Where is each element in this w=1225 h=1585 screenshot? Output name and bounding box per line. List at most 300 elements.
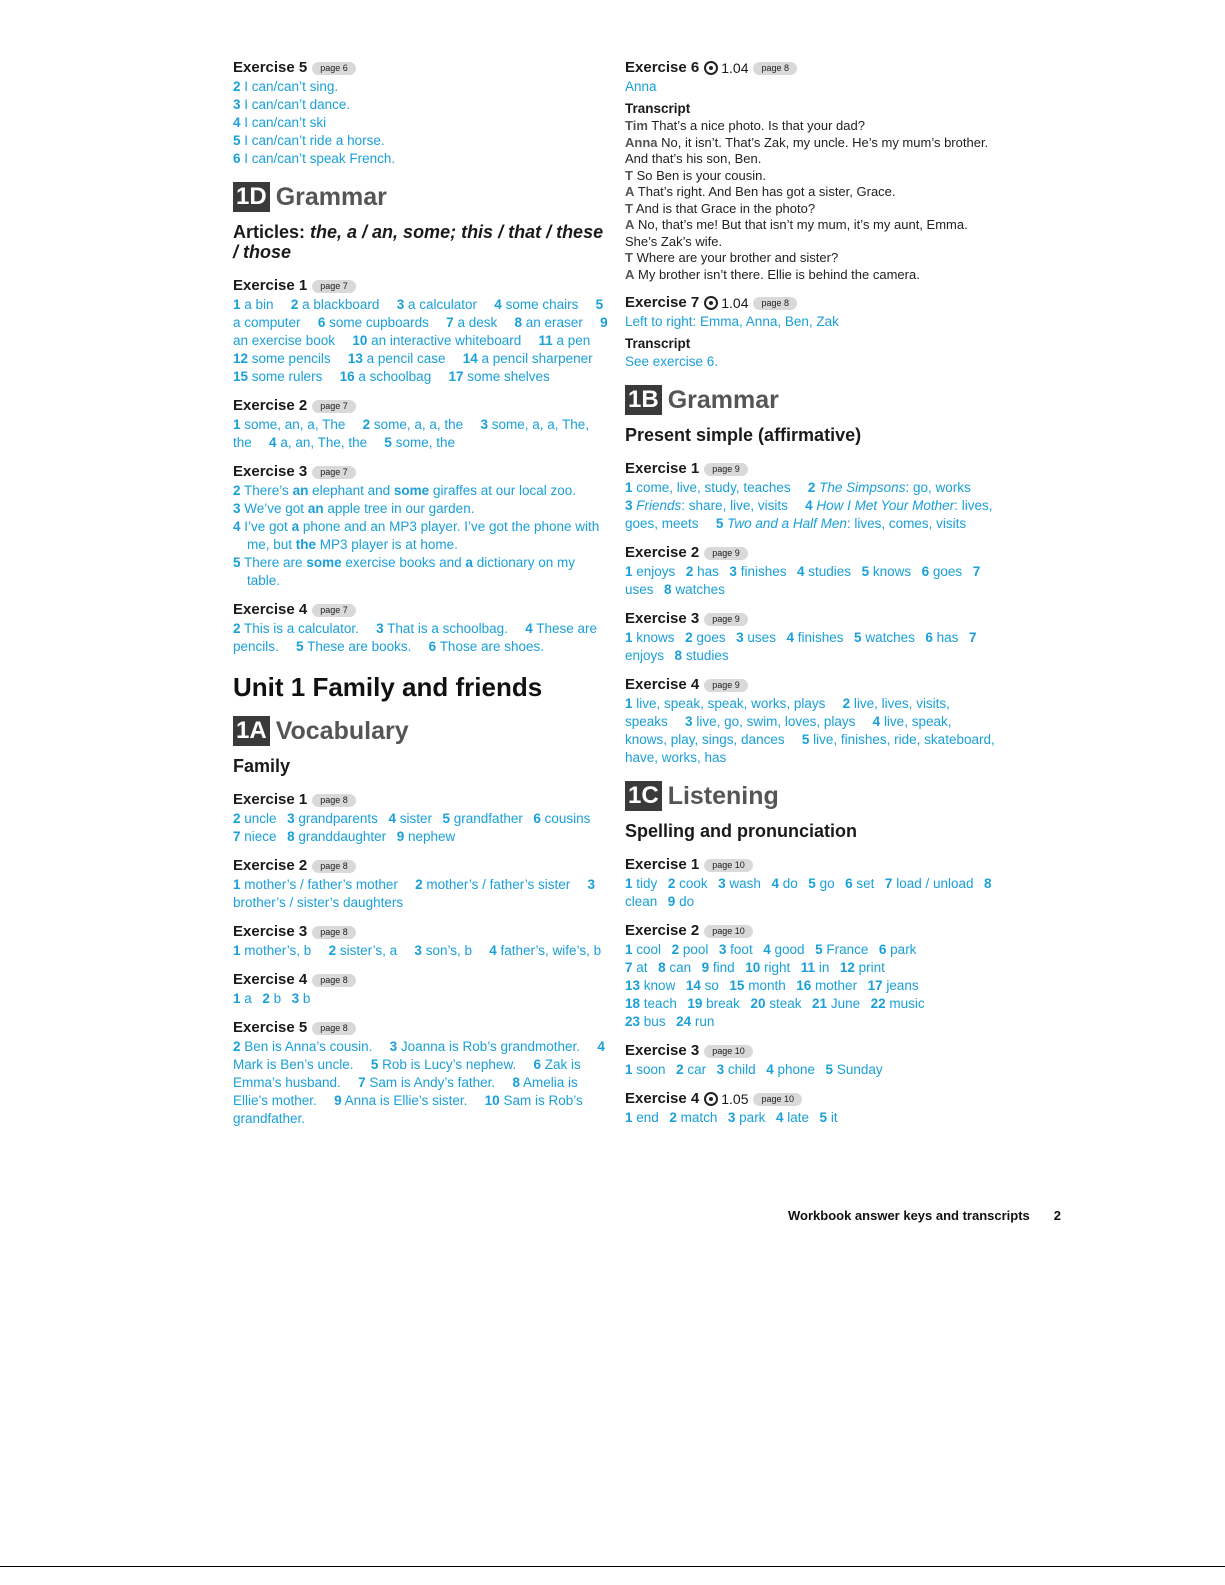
transcript-line <box>625 184 995 201</box>
answer-number: 3 <box>718 942 727 957</box>
answer-paragraph <box>233 810 608 846</box>
answer-text: park <box>739 1110 766 1125</box>
answer-text: some, a, a, the <box>373 417 464 432</box>
answer-line <box>233 482 608 500</box>
exercise-title: Exercise 2 <box>625 922 700 939</box>
page-reference-badge: page 6 <box>312 62 356 75</box>
answer-number: 3 <box>233 97 241 112</box>
answer-number: 3 <box>233 501 241 516</box>
answer-number: 3 <box>376 621 384 636</box>
answer-number: 13 <box>347 351 363 366</box>
audio-cd-icon <box>704 61 718 75</box>
exercise-heading <box>625 543 995 563</box>
answer-number: 4 <box>872 714 881 729</box>
answer-block <box>625 941 995 1031</box>
right-column <box>625 58 995 1137</box>
answer-text: some shelves <box>467 369 550 384</box>
answer-number: 9 <box>334 1093 342 1108</box>
articles-heading <box>233 222 608 262</box>
answer-number: 4 <box>775 1110 784 1125</box>
answer-number: 2 <box>842 696 851 711</box>
answer-number: 8 <box>514 315 523 330</box>
answer-text: steak <box>769 996 802 1011</box>
audio-cd-icon <box>704 296 718 310</box>
exercise <box>233 58 608 168</box>
answer-paragraph <box>233 1038 608 1128</box>
transcript-line <box>625 168 995 185</box>
answer-number: 1 <box>233 297 241 312</box>
answer-text: set <box>856 876 875 891</box>
answer-block <box>625 479 995 533</box>
answer-text: goes <box>932 564 963 579</box>
audio-track <box>704 293 748 313</box>
answer-text: some rulers <box>251 369 323 384</box>
answer-text: know <box>643 978 676 993</box>
answer-paragraph <box>233 620 608 656</box>
answer-text: knows <box>636 630 675 645</box>
exercise-title: Exercise 5 <box>233 1019 308 1036</box>
page-reference-badge: page 8 <box>312 860 356 873</box>
answer-text: right <box>764 960 791 975</box>
answer-block <box>233 876 608 912</box>
transcript-line <box>625 201 995 218</box>
answer-number: 10 <box>484 1093 500 1108</box>
exercise <box>625 1089 995 1127</box>
answer-article: an <box>307 501 324 516</box>
answer-text: a computer <box>233 315 301 330</box>
answer-text: I’ve got <box>244 519 292 534</box>
answer-text: b <box>302 991 311 1006</box>
answer-text: studies <box>808 564 852 579</box>
answer-text: I can/can’t ski <box>244 115 327 130</box>
answer-text: enjoys <box>625 648 665 663</box>
answer-paragraph <box>625 875 995 911</box>
exercise-heading <box>625 1041 995 1061</box>
exercise-heading <box>625 855 995 875</box>
answer-number: 12 <box>839 960 855 975</box>
page-reference-badge: page 10 <box>704 859 753 872</box>
answer-number: 6 <box>878 942 887 957</box>
exercise-title: Exercise 5 <box>233 59 308 76</box>
answer-article: some <box>393 483 430 498</box>
answer-text: I can/can’t sing. <box>244 79 339 94</box>
answer-text: uses <box>747 630 776 645</box>
exercise <box>625 58 995 283</box>
answer-number: 4 <box>525 621 533 636</box>
answer-number: 7 <box>968 630 977 645</box>
answer-block <box>625 313 995 331</box>
speech: No, that’s me! But that isn’t my mum, it’s my aunt, Emma. She’s Zak’s wife. <box>625 217 968 249</box>
answer-block <box>233 990 608 1008</box>
answer-text: an eraser <box>525 315 583 330</box>
answer-text: MP3 player is at home. <box>316 537 458 552</box>
answer-number: 1 <box>625 1062 633 1077</box>
answer-number: 9 <box>701 960 710 975</box>
answer-text: niece <box>244 829 277 844</box>
page-reference-badge: page 9 <box>704 547 748 560</box>
exercise <box>233 790 608 846</box>
exercise-title: Exercise 6 <box>625 59 700 76</box>
speech: That’s a nice photo. Is that your dad? <box>651 118 865 133</box>
answer-text: exercise books and <box>341 555 466 570</box>
answer-line <box>233 132 608 150</box>
answer-paragraph <box>233 416 608 452</box>
speaker: A <box>625 184 635 199</box>
answer-block <box>233 1038 608 1128</box>
exercise <box>625 921 995 1031</box>
answer-paragraph <box>625 1061 995 1079</box>
exercise-title: Exercise 1 <box>233 791 308 808</box>
answer-number: 4 <box>771 876 779 891</box>
left-column <box>233 58 608 1138</box>
answer-text: pool <box>682 942 709 957</box>
answer-block <box>233 78 608 168</box>
section-number-badge: 1C <box>625 781 662 811</box>
answer-number: 2 <box>233 79 241 94</box>
answer-text: park <box>890 942 917 957</box>
tv-show-title: Friends <box>636 498 682 513</box>
answer-number: 3 <box>414 943 422 958</box>
answer-text: Joanna is Rob’s grandmother. <box>400 1039 581 1054</box>
answer-text: child <box>727 1062 756 1077</box>
answer-text: grandparents <box>298 811 378 826</box>
answer-text: finishes <box>740 564 787 579</box>
answer-number: 2 <box>415 877 423 892</box>
answer-number: 17 <box>867 978 883 993</box>
answer-text: June <box>830 996 861 1011</box>
answer-text: enjoys <box>636 564 676 579</box>
answer-text: father’s, wife’s, b <box>500 943 602 958</box>
answer-number: 3 <box>291 991 300 1006</box>
answer-text: bus <box>643 1014 666 1029</box>
answer-text: Anna <box>625 79 657 94</box>
answer-text: : lives, comes, visits <box>846 516 967 531</box>
answer-block <box>233 620 608 656</box>
answer-paragraph <box>233 876 608 912</box>
page-reference-badge: page 8 <box>753 62 797 75</box>
exercise <box>625 293 995 371</box>
answer-number: 6 <box>533 811 541 826</box>
answer-text: phone and an MP3 player. I’ve got the phone with me, but <box>247 519 600 552</box>
answer-number: 5 <box>825 1062 834 1077</box>
answer-text: foot <box>730 942 753 957</box>
page-reference-badge: page 7 <box>312 466 356 479</box>
answer-line <box>233 114 608 132</box>
family-heading: Family <box>233 756 291 776</box>
exercise <box>625 543 995 599</box>
answer-text: some cupboards <box>329 315 429 330</box>
answer-text: mother’s / father’s sister <box>426 877 571 892</box>
answer-number: 7 <box>446 315 454 330</box>
answer-number: 3 <box>718 876 726 891</box>
answer-text: good <box>774 942 805 957</box>
answer-text: There’s <box>244 483 293 498</box>
answer-article: the <box>295 537 317 552</box>
answer-article: some <box>306 555 342 570</box>
exercise-title: Exercise 1 <box>625 460 700 477</box>
answer-text: some chairs <box>505 297 579 312</box>
answer-text: This is a calculator. <box>244 621 359 636</box>
answer-number: 4 <box>796 564 805 579</box>
exercise-heading <box>625 58 995 78</box>
answer-text: a calculator <box>407 297 478 312</box>
answer-text: Anna is Ellie’s sister. <box>344 1093 468 1108</box>
answer-number: 6 <box>428 639 437 654</box>
answer-number: 22 <box>870 996 886 1011</box>
answer-text: We’ve got <box>244 501 308 516</box>
answer-paragraph <box>625 563 995 599</box>
answer-text: Sunday <box>836 1062 883 1077</box>
answer-text: elephant and <box>308 483 394 498</box>
answer-number: 6 <box>317 315 326 330</box>
answer-number: 16 <box>339 369 355 384</box>
answer-text: I can/can’t ride a horse. <box>244 133 385 148</box>
answer-number: 6 <box>233 151 241 166</box>
exercise-heading <box>625 1089 995 1109</box>
answer-number: 2 <box>685 564 694 579</box>
answer-number: 10 <box>352 333 368 348</box>
answer-number: 15 <box>233 369 249 384</box>
answer-text: watches <box>675 582 725 597</box>
answer-text: : go, works <box>905 480 971 495</box>
articles-prefix: Articles: <box>233 222 311 242</box>
page-reference-badge: page 8 <box>312 794 356 807</box>
answer-number: 8 <box>674 648 683 663</box>
answer-number: 4 <box>388 811 396 826</box>
page-reference-badge: page 10 <box>704 925 753 938</box>
answer-number: 7 <box>625 960 633 975</box>
answer-block <box>625 1109 995 1127</box>
speaker: T <box>625 200 633 216</box>
transcript-line <box>625 267 995 284</box>
audio-track-number: 1.05 <box>721 1091 749 1107</box>
answer-number: 4 <box>766 1062 774 1077</box>
answer-text: end <box>636 1110 659 1125</box>
answer-number: 7 <box>358 1075 366 1090</box>
exercise-heading <box>233 58 608 78</box>
answer-number: 2 <box>233 1039 241 1054</box>
transcript-label: Transcript <box>625 336 691 351</box>
vocabulary-1a-section-heading <box>233 716 608 746</box>
answer-text: so <box>704 978 719 993</box>
speaker: A <box>625 266 635 282</box>
page-reference-badge: page 8 <box>753 297 797 310</box>
exercise-title: Exercise 1 <box>233 277 308 294</box>
answer-text: mother’s / father’s mother <box>244 877 398 892</box>
page-reference-badge: page 9 <box>704 613 748 626</box>
unit-title: Unit 1 Family and friends <box>233 672 543 702</box>
answer-number: 5 <box>233 555 241 570</box>
page-reference-badge: page 8 <box>312 1022 356 1035</box>
exercise-heading <box>233 970 608 990</box>
answer-number: 8 <box>984 876 992 891</box>
answer-number: 23 <box>625 1014 641 1029</box>
exercise-title: Exercise 2 <box>233 397 308 414</box>
answer-block <box>233 942 608 960</box>
answer-number: 5 <box>815 942 823 957</box>
answer-number: 6 <box>533 1057 541 1072</box>
answer-text: Mark is Ben’s uncle. <box>233 1057 354 1072</box>
answer-number: 13 <box>625 978 641 993</box>
answer-text: giraffes at our local zoo. <box>429 483 577 498</box>
answer-number: 5 <box>715 516 724 531</box>
answer-number: 8 <box>512 1075 520 1090</box>
see-exercise <box>625 353 995 371</box>
answer-text: There are <box>244 555 307 570</box>
answer-number: 4 <box>269 435 277 450</box>
answer-number: 4 <box>489 943 497 958</box>
audio-cd-icon <box>704 1092 718 1106</box>
present-simple-heading: Present simple (affirmative) <box>625 425 862 445</box>
tv-show-title: How I Met Your Mother <box>816 498 955 513</box>
answer-number: 6 <box>845 876 853 891</box>
answer-number: 5 <box>819 1110 828 1125</box>
transcript-line <box>625 135 995 168</box>
answer-block <box>625 629 995 665</box>
answer-row <box>625 941 995 959</box>
answer-line <box>233 96 608 114</box>
page-reference-badge: page 7 <box>312 400 356 413</box>
answer-paragraph <box>233 296 608 386</box>
answer-text: : share, live, visits <box>681 498 788 513</box>
answer-text: sister’s, a <box>339 943 398 958</box>
answer-text: at <box>636 960 648 975</box>
exercise <box>625 675 995 767</box>
answer-number: 14 <box>462 351 478 366</box>
answer-text: tidy <box>636 876 658 891</box>
answer-number: 16 <box>796 978 812 993</box>
exercise <box>625 609 995 665</box>
exercise-heading <box>233 276 608 296</box>
answer-line <box>233 150 608 168</box>
speech: My brother isn’t there. Ellie is behind the camera. <box>638 266 920 282</box>
answer-number: 5 <box>296 639 304 654</box>
answer-number: 2 <box>233 621 241 636</box>
answer-text: car <box>687 1062 707 1077</box>
answer-number: 9 <box>396 829 405 844</box>
listening-1c-section-heading <box>625 781 995 811</box>
answer-text: a desk <box>457 315 498 330</box>
transcript-label: Transcript <box>625 101 691 116</box>
answer-text: find <box>712 960 735 975</box>
exercise-heading <box>233 600 608 620</box>
exercise-title: Exercise 3 <box>233 463 308 480</box>
answer-text: live, speak, speak, works, plays <box>636 696 826 711</box>
section-number-badge: 1A <box>233 716 270 746</box>
answer-text: nephew <box>407 829 456 844</box>
answer-number: 20 <box>750 996 766 1011</box>
tv-show-title: The Simpsons <box>819 480 906 495</box>
answer-text: an exercise book <box>233 333 336 348</box>
answer-text: a pencil sharpener <box>481 351 593 366</box>
answer-text: live, lives, visits, speaks <box>625 696 950 729</box>
answer-text: cool <box>636 942 662 957</box>
answer-text: a pen <box>556 333 591 348</box>
answer-text: Rob is Lucy’s nephew. <box>382 1057 517 1072</box>
answer-number: 1 <box>625 1110 633 1125</box>
answer-line <box>233 78 608 96</box>
answer-number: 11 <box>538 333 553 348</box>
answer-number: 5 <box>854 630 862 645</box>
answer-text: run <box>694 1014 715 1029</box>
answer-number: 4 <box>233 519 241 534</box>
exercise-heading <box>233 396 608 416</box>
answer-text: I can/can’t speak French. <box>244 151 396 166</box>
page-reference-badge: page 9 <box>704 679 748 692</box>
answer-text: clean <box>625 894 658 909</box>
answer-text: a <box>244 991 252 1006</box>
answer-text: cook <box>679 876 708 891</box>
answer-number: 2 <box>671 942 680 957</box>
answer-number: 2 <box>290 297 299 312</box>
answer-text: come, live, study, teaches <box>636 480 791 495</box>
answer-text: month <box>748 978 786 993</box>
answer-article: an <box>292 483 309 498</box>
exercise-title: Exercise 4 <box>625 676 700 693</box>
answer-number: 3 <box>727 1110 736 1125</box>
answer-row <box>625 995 995 1013</box>
answer-number: 21 <box>812 996 828 1011</box>
section-title: Vocabulary <box>275 717 409 745</box>
speech: That’s right. And Ben has got a sister, Grace. <box>637 184 896 199</box>
section-title: Listening <box>667 782 779 810</box>
answer-text: match <box>680 1110 718 1125</box>
answer-number: 3 <box>736 630 744 645</box>
answer-number: 4 <box>233 115 241 130</box>
answer-number: 1 <box>233 877 241 892</box>
exercise-heading <box>233 922 608 942</box>
answer-number: 15 <box>729 978 745 993</box>
audio-track <box>704 1089 748 1109</box>
answer-text: music <box>889 996 925 1011</box>
exercise <box>233 276 608 386</box>
answer-text: it <box>830 1110 838 1125</box>
answer-article: a <box>465 555 473 570</box>
answer-number: 5 <box>595 297 604 312</box>
answer-number: 6 <box>921 564 930 579</box>
answer-number: 2 <box>685 630 693 645</box>
answer-number: 2 <box>667 876 676 891</box>
answer-text: do <box>679 894 695 909</box>
exercise-heading <box>625 293 995 313</box>
answer-line <box>233 518 608 554</box>
exercise <box>233 922 608 960</box>
tv-show-title: Two and a Half Men <box>727 516 847 531</box>
answer-paragraph <box>625 479 995 533</box>
answer-number: 1 <box>625 630 633 645</box>
page-reference-badge: page 8 <box>312 926 356 939</box>
answer-number: 1 <box>625 696 633 711</box>
answer-number: 5 <box>861 564 870 579</box>
answer-block <box>233 810 608 846</box>
answer-text: a, an, The, the <box>280 435 368 450</box>
answer-article: a <box>291 519 300 534</box>
answer-number: 3 <box>587 877 595 892</box>
answer-number: 3 <box>685 714 693 729</box>
answer-text: in <box>818 960 830 975</box>
answer-text: some pencils <box>251 351 331 366</box>
answer-block <box>233 416 608 452</box>
answer-text: has <box>697 564 719 579</box>
answer-text: sister <box>399 811 432 826</box>
section-number-badge: 1D <box>233 182 270 212</box>
answer-block <box>625 1061 995 1079</box>
page-number: 2 <box>1053 1208 1062 1223</box>
answer-number: 8 <box>658 960 666 975</box>
answer-number: 2 <box>362 417 371 432</box>
answer-number: 14 <box>685 978 701 993</box>
answer-text: Ben is Anna’s cousin. <box>244 1039 373 1054</box>
